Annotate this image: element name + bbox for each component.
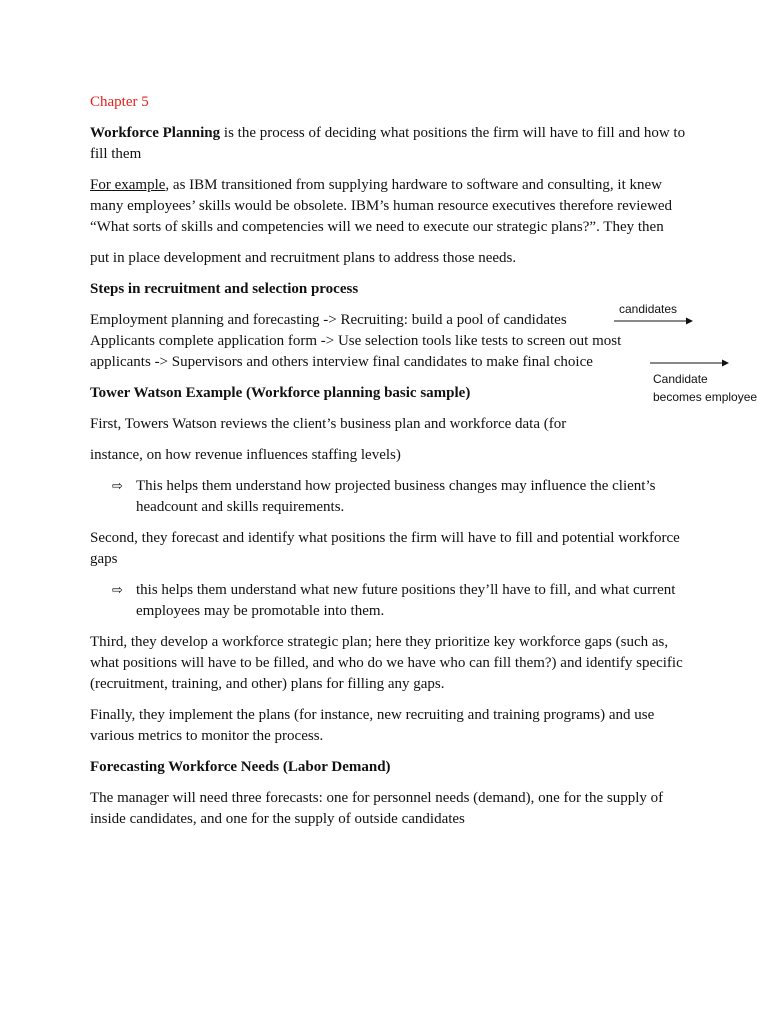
example-continuation: put in place development and recruitment plans to address those needs.: [90, 250, 517, 266]
bullet-item-2: [90, 580, 690, 622]
steps-heading: Steps in recruitment and selection process: [90, 281, 359, 297]
workforce-planning-definition: is the process of deciding what positions the firm will have to fill and how to fill them: [90, 125, 686, 162]
tower-watson-heading: Tower Watson Example (Workforce planning basic sample): [90, 385, 471, 401]
bullet-arrow-icon: ⇨: [112, 583, 123, 598]
steps-line-1: Employment planning and forecasting -> Recruiting: build a pool of candidates: [90, 312, 567, 328]
forecasting-text: The manager will need three forecasts: one for personnel needs (demand), one for the supply of inside candidates, and one for the supply of outside candidates: [90, 790, 664, 827]
candidates-arrow-icon: [614, 316, 694, 326]
example-text: , as IBM transitioned from supplying hardware to software and consulting, it knew many employees’ skills would be obsolete. IBM’s human resource executives therefore reviewed “What sorts of skills and competencies will we need to execute our strategic plans?”. They then: [90, 177, 673, 235]
candidate-note-line-1: Candidate: [653, 372, 708, 386]
tower-watson-first-a: First, Towers Watson reviews the client’s business plan and workforce data (for: [90, 416, 567, 432]
candidates-note: candidates: [619, 302, 678, 316]
tower-watson-first-b: instance, on how revenue influences staffing levels): [90, 447, 401, 463]
candidate-note-line-2: becomes employee: [653, 390, 758, 404]
employee-arrow-icon: [650, 358, 730, 368]
bullet-text-2: this helps them understand what new future positions they’ll have to fill, and what current employees may be promotable into them.: [136, 582, 676, 619]
workforce-planning-term: Workforce Planning: [90, 125, 221, 141]
example-lead: For example: [90, 177, 166, 193]
tower-watson-second: Second, they forecast and identify what positions the firm will have to fill and potential workforce gaps: [90, 530, 680, 567]
chapter-title: Chapter 5: [90, 94, 149, 110]
bullet-item-1: [90, 476, 690, 518]
document-page: [90, 92, 758, 840]
tower-watson-third: Third, they develop a workforce strategic plan; here they prioritize key workforce gaps (such as, what positions will have to be filled, and who do we have who can fill them?) and identify specific (recruitment, training, and other) plans for filling any gaps.: [90, 634, 683, 692]
example-paragraph: [90, 175, 690, 238]
bullet-arrow-icon: ⇨: [112, 479, 123, 494]
forecasting-heading: Forecasting Workforce Needs (Labor Demand): [90, 759, 391, 775]
tower-watson-finally: Finally, they implement the plans (for instance, new recruiting and training programs) and use various metrics to monitor the process.: [90, 707, 655, 744]
workforce-planning-paragraph: [90, 123, 690, 165]
bullet-text-1: This helps them understand how projected business changes may influence the client’s headcount and skills requirements.: [136, 478, 656, 515]
steps-line-3: applicants -> Supervisors and others interview final candidates to make final choice: [90, 354, 593, 370]
steps-line-2: Applicants complete application form -> Use selection tools like tests to screen out most: [90, 333, 622, 349]
